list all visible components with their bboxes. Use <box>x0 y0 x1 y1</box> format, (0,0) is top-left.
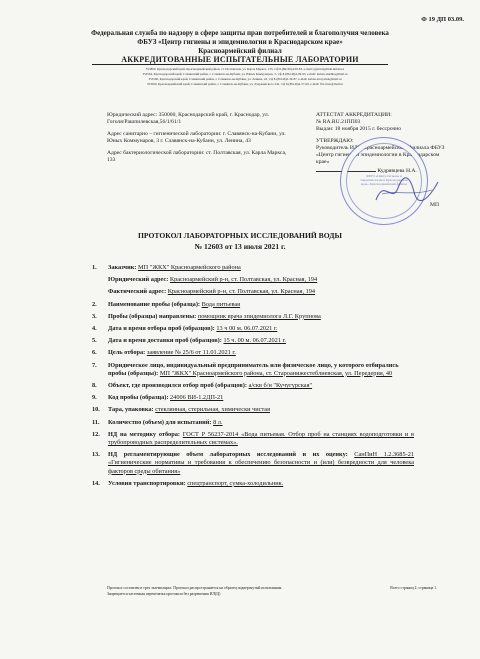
list-item <box>92 325 414 333</box>
header-branch: Красноармейский филиал <box>198 47 282 55</box>
item-number: 13. <box>92 451 100 459</box>
accreditation-title: АТТЕСТАТ АККРЕДИТАЦИИ: <box>316 112 392 118</box>
accreditation-number: № RA.RU.21ПП03 <box>316 119 361 125</box>
list-item <box>92 313 414 321</box>
item-label: НД регламентирующие объем лабораторных исследований и их оценку: <box>108 451 348 459</box>
protocol-title: ПРОТОКОЛ ЛАБОРАТОРНЫХ ИССЛЕДОВАНИЙ ВОДЫ <box>138 231 342 240</box>
item-label: Заказчик: <box>108 264 137 271</box>
list-item <box>92 431 414 447</box>
item-label: Количество (объем) для испытаний: <box>108 418 212 426</box>
list-item <box>92 419 414 427</box>
item-value: СанПиН 1.2.3685-21 «Гигиенические нормативы и требования к обеспечению безопасности и (или) безвредности для человека факторов среды обитания» <box>108 451 415 475</box>
footer-copies-note: Протокол составлен в трех экземплярах. Протокол распространяется на образец подвергнутый испытаниям. <box>107 586 283 590</box>
lab-addresses <box>107 112 287 169</box>
item-value: 15 ч. 00 м. 06.07.2021 г. <box>223 337 286 345</box>
legal-address: Юридический адрес: 350000, Краснодарский край, г. Краснодар, ул. Гоголя/Рашпилевская,56/1/61/1 <box>107 112 270 125</box>
list-item <box>92 406 414 414</box>
item-number: 3. <box>92 312 97 320</box>
item-number: 11. <box>92 418 100 426</box>
item-number: 9. <box>92 394 97 402</box>
item-label: Объект, где производился отбор проб (образцов): <box>108 382 247 390</box>
item-number: 2. <box>92 300 97 308</box>
page-footer <box>107 585 437 597</box>
item-label: Пробы (образцы) направлены: <box>108 312 197 320</box>
item-value: спецтранспорт, сумка-холодильник. <box>187 479 284 487</box>
item-value: заявление № 25/6 от 11.01.2021 г. <box>146 349 236 357</box>
item-number: 7. <box>92 361 97 369</box>
item-label: Тара, упаковка: <box>108 406 154 414</box>
item-label: Фактический адрес: <box>108 288 167 296</box>
item-value: Красноармейский р-н, ст. Полтавская, ул. Красная, 194 <box>169 276 318 284</box>
list-item <box>92 382 414 390</box>
approver-position: Руководитель ИЛЦ Красноармейского филиала ФБУЗ «Центр гигиены и эпидемиологии в Краснодарском крае» <box>316 145 445 165</box>
list-item <box>92 362 414 378</box>
item-value: стеклянная, стерильная, химически чистая <box>155 406 270 414</box>
accreditation-issued: Выдан: 18 ноября 2015 г. бессрочно <box>316 126 402 132</box>
header-contacts <box>80 67 410 87</box>
item-label: Цель отбора: <box>108 349 146 357</box>
item-number: 1. <box>92 264 97 271</box>
header-organization: ФБУЗ «Центр гигиены и эпидемиологии в Краснодарском крае» <box>137 38 343 46</box>
item-label: Дата и время доставки проб (образцов): <box>108 337 222 345</box>
sanitary-lab-address: Адрес санитарно – гигиенической лаборатории: г. Славянск-на-Кубани, ул. Юных Коммунаров, 3 г. Славянск-на-Кубани, ул. Ленина, 43 <box>107 131 286 144</box>
item-value: Красноармейский р-н, ст. Полтавская, ул. Красная, 194 <box>167 288 316 296</box>
item-value: 13 ч 00 м. 06.07.2021 г. <box>216 325 278 333</box>
list-item <box>92 451 414 476</box>
item-label: Код пробы (образца): <box>108 394 169 402</box>
bacteriological-lab-address: Адрес бактериологической лаборатории: ст. Полтавская, ул. Карла Маркса, 133 <box>107 150 287 163</box>
item-number: 6. <box>92 349 97 357</box>
item-number: 12. <box>92 430 100 438</box>
form-code: Ф 19 ДП 03.09. <box>421 16 464 23</box>
item-number: 10. <box>92 406 100 414</box>
item-number: 4. <box>92 325 97 333</box>
item-value: МП "ЖКХ" Красноармейского района <box>138 264 241 271</box>
item-label: Условия транспортировки: <box>108 479 186 487</box>
item-label: Дата и время отбора проб (образцов): <box>108 325 215 333</box>
list-item <box>92 264 414 272</box>
item-label: НД на методику отбора: <box>108 430 180 438</box>
item-value: помощник врача эпидемиолога Л.Г. Крупнова <box>197 312 321 320</box>
approve-label: УТВЕРЖДАЮ: <box>316 138 354 144</box>
list-item <box>92 301 414 309</box>
item-number: 5. <box>92 337 97 345</box>
item-number: 14. <box>92 479 100 487</box>
contact-line: 353564, Краснодарский край, Славянский район, г. Славянск-на-Кубани, ул. Юных Коммунаров, 3, т/ф 8-(86146)4-09-95, e-mail: kuban-sluzhba@mail.ru <box>142 72 348 77</box>
item-value: Вода питьевая <box>201 300 241 308</box>
list-item <box>92 480 414 488</box>
list-subitem <box>92 276 414 284</box>
list-item <box>92 337 414 345</box>
footer-reprint-note: Запрещается частичная перепечатка протокола без разрешения ИЛ(Ц) <box>107 592 221 596</box>
contact-line: 353560, Красноармейский край, Славянский район, г. Славянск-на-Кубани, ул. Дзержинского 242, т/ф 8-(86146)4-57-60, e-mail: flsr-trust@mail.ru <box>146 82 344 87</box>
contact-line: 353560, Краснодарский край, Славянский район, г. Славянск-на-Кубани, ул. Ленина, 43, т/ф 8-(86146)2-39-87, e-mail: kuban-slavyansk@mail.ru <box>148 77 342 82</box>
item-label: Юридическое лицо, индивидуальный предприниматель или физическое лицо, у которого отбирались пробы (образцы): <box>108 361 399 377</box>
header-divider <box>92 64 388 65</box>
protocol-items <box>92 264 414 492</box>
item-value: 8 л. <box>213 418 223 426</box>
item-label: Наименование пробы (образца): <box>108 300 201 308</box>
item-number: 8. <box>92 382 97 390</box>
protocol-number: № 12603 от 13 июля 2021 г. <box>194 242 286 251</box>
approver-name: Кудрявцева Н.А. <box>377 168 417 174</box>
item-value: ГОСТ Р 56237-2014 «Вода питьевая. Отбор проб на станциях водоподготовки и в трубопроводных распределительных системах». <box>108 430 414 447</box>
stamp-text: ФБУЗ «Центр гигиены и эпидемиологии в Краснодарском крае» Красноармейский филиал <box>360 174 408 186</box>
item-label: Юридический адрес: <box>108 276 169 284</box>
list-subitem <box>92 288 414 296</box>
mp-mark: МП <box>430 202 440 208</box>
contact-line: 353800, Краснодарский край, Красноармейский район, ст. Полтавская, ул. Карла Маркса, 133, т/ф 8-(86165)4-09-83, e-mail: pglaven@mail.kuban.ru <box>145 67 345 71</box>
header-laboratories: АККРЕДИТОВАННЫЕ ИСПЫТАТЕЛЬНЫЕ ЛАБОРАТОРИИ <box>121 55 359 64</box>
header-agency: Федеральная служба по надзору в сфере защиты прав потребителей и благополучия человека <box>91 29 389 37</box>
list-item <box>92 394 414 402</box>
item-value: а/скв б/н "Кучугурская" <box>248 382 313 390</box>
item-value: МП "ЖКХ" Красноармейского района, ст. Староанижестеблиевская, ул. Передерия, 40 <box>159 369 393 377</box>
item-value: 24006 ВИ-1.2ДП-21 <box>170 394 224 402</box>
page-counter: Всего страниц 2; страница 1. <box>390 586 437 590</box>
list-item <box>92 349 414 357</box>
